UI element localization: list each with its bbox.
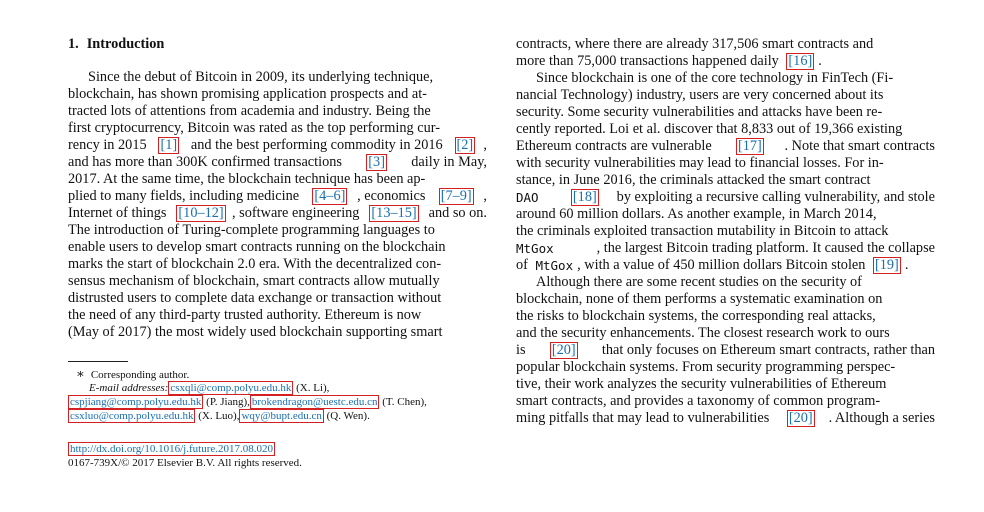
- text-line: [68, 69, 487, 86]
- text-line: [68, 120, 487, 137]
- text-line: [68, 222, 487, 239]
- text-line: [516, 325, 935, 342]
- text-segment: enable users to develop smart contracts running on the blockchain: [68, 239, 446, 255]
- email-owner: (P. Jiang),: [206, 396, 250, 408]
- code-term: DAO: [516, 190, 539, 205]
- issn-copyright: 0167-739X/© 2017 Elsevier B.V. All rights reserved.: [68, 457, 302, 469]
- text-line: [516, 189, 935, 206]
- text-line: [68, 103, 487, 120]
- email-link[interactable]: csxqli@comp.polyu.edu.hk: [170, 382, 292, 394]
- text-segment: Ethereum contracts are vulnerable: [516, 138, 716, 154]
- text-line: [516, 121, 935, 138]
- doi-link[interactable]: http://dx.doi.org/10.1016/j.future.2017.08.020: [70, 443, 273, 455]
- text-line: [68, 307, 487, 324]
- text-segment: and the best performing commodity in 2016: [187, 137, 447, 153]
- text-segment: Since the debut of Bitcoin in 2009, its underlying technique,: [88, 69, 434, 85]
- email-owner: (X. Luo),: [198, 410, 240, 422]
- citation-link[interactable]: [10–12]: [178, 205, 224, 221]
- text-line: [68, 154, 487, 171]
- text-segment: the criminals exploited transaction mutability in Bitcoin to attack: [516, 223, 889, 239]
- citation-link[interactable]: [3]: [368, 154, 385, 170]
- text-line: [516, 274, 935, 291]
- text-segment: security. Some security vulnerabilities and attacks have been re-: [516, 104, 883, 120]
- text-segment: of: [516, 257, 532, 273]
- text-segment: The introduction of Turing-complete programming languages to: [68, 222, 435, 238]
- text-segment: Although there are some recent studies on the security of: [536, 274, 862, 290]
- left-column: [68, 36, 487, 341]
- text-segment: rency in 2015: [68, 137, 151, 153]
- text-line: [516, 410, 935, 427]
- citation-link[interactable]: [18]: [572, 189, 597, 205]
- text-line: [68, 171, 487, 188]
- text-line: [516, 393, 935, 410]
- text-line: [516, 359, 935, 376]
- citation-link[interactable]: [2]: [456, 137, 474, 153]
- text-segment: stance, in June 2016, the criminals attacked the smart contract: [516, 172, 871, 188]
- email-link[interactable]: brokendragon@uestc.edu.cn: [251, 396, 378, 408]
- text-line: [516, 155, 935, 172]
- text-segment: . Although a series: [828, 410, 935, 426]
- citation-link[interactable]: [20]: [788, 410, 813, 426]
- text-line: [68, 290, 487, 307]
- text-segment: contracts, where there are already 317,506 smart contracts and: [516, 36, 874, 52]
- text-segment: (May of 2017) the most widely used blockchain supporting smart: [68, 324, 443, 340]
- citation-link[interactable]: [1]: [160, 137, 178, 153]
- text-segment: sensus mechanism of blockchain, smart contracts allow mutually: [68, 273, 440, 289]
- text-line: [68, 273, 487, 290]
- right-column: [516, 36, 935, 427]
- citation-link[interactable]: [13–15]: [371, 205, 417, 221]
- text-segment: , economics: [357, 188, 429, 204]
- text-line: [516, 257, 935, 274]
- text-line: [68, 324, 487, 341]
- text-line: [516, 206, 935, 223]
- text-segment: plied to many fields, including medicine: [68, 188, 303, 204]
- email-link[interactable]: csxluo@comp.polyu.edu.hk: [70, 410, 194, 422]
- text-line: [516, 240, 935, 257]
- text-segment: .: [904, 257, 909, 273]
- text-segment: first cryptocurrency, Bitcoin was rated as the top performing cur-: [68, 120, 440, 136]
- citation-link[interactable]: [19]: [874, 257, 899, 273]
- text-segment: smart contracts, and provides a taxonomy of common program-: [516, 393, 881, 409]
- text-segment: , with a value of 450 million dollars Bitcoin stolen: [577, 257, 869, 273]
- email-owner: (X. Li),: [296, 382, 330, 394]
- code-term: MtGox: [516, 241, 554, 256]
- text-segment: that only focuses on Ethereum smart contracts, rather than: [598, 342, 935, 358]
- text-segment: 2017. At the same time, the blockchain technique has been ap-: [68, 171, 426, 187]
- text-line: [68, 256, 487, 273]
- text-segment: around 60 million dollars. As another example, in March 2014,: [516, 206, 877, 222]
- section-number: 1.: [68, 36, 79, 52]
- email-link[interactable]: cspjiang@comp.polyu.edu.hk: [70, 396, 202, 408]
- citation-link[interactable]: [7–9]: [440, 188, 472, 204]
- text-segment: distrusted users to complete data exchange or transaction without: [68, 290, 442, 306]
- code-term: MtGox: [535, 258, 574, 273]
- text-segment: marks the start of blockchain 2.0 era. With the decentralized con-: [68, 256, 442, 272]
- citation-link[interactable]: [16]: [788, 53, 813, 69]
- text-segment: tracted lots of attentions from academia and industry. Being the: [68, 103, 431, 119]
- text-segment: ,: [483, 137, 487, 153]
- text-segment: , the largest Bitcoin trading platform. It caused the collapse: [596, 240, 935, 256]
- text-segment: ming pitfalls that may lead to vulnerabilities: [516, 410, 773, 426]
- section-title: Introduction: [86, 36, 165, 52]
- text-segment: blockchain, none of them performs a systematic examination on: [516, 291, 883, 307]
- text-line: [516, 308, 935, 325]
- text-segment: , software engineering: [232, 205, 364, 221]
- text-line: [516, 138, 935, 155]
- text-segment: .: [818, 53, 822, 69]
- left-paragraph: [68, 69, 487, 341]
- text-line: [516, 342, 935, 359]
- email-label: E-mail addresses:: [89, 382, 169, 394]
- text-segment: Internet of things: [68, 205, 171, 221]
- text-segment: by exploiting a recursive calling vulnerability, and stole: [613, 189, 935, 205]
- email-owner: (T. Chen),: [382, 396, 427, 408]
- text-segment: daily in May,: [407, 154, 487, 170]
- footnote-rule: [68, 361, 128, 362]
- text-line: [516, 53, 935, 70]
- text-line: [68, 239, 487, 256]
- text-line: [516, 291, 935, 308]
- text-line: [516, 104, 935, 121]
- text-segment: Since blockchain is one of the core technology in FinTech (Fi-: [536, 70, 894, 86]
- text-line: [516, 376, 935, 393]
- text-line: [68, 137, 487, 154]
- footnote-star: ∗: [76, 366, 85, 381]
- text-segment: nancial Technology) industry, users are very concerned about its: [516, 87, 884, 103]
- text-segment: more than 75,000 transactions happened daily: [516, 53, 783, 69]
- right-paragraphs: [516, 36, 935, 427]
- corresponding-author: Corresponding author.: [90, 369, 190, 381]
- text-segment: . Note that smart contracts: [784, 138, 935, 154]
- text-segment: with security vulnerabilities may lead to financial losses. For in-: [516, 155, 884, 171]
- text-segment: tive, their work analyzes the security vulnerabilities of Ethereum: [516, 376, 887, 392]
- text-segment: and the security enhancements. The closest research work to ours: [516, 325, 890, 341]
- text-line: [68, 188, 487, 205]
- text-line: [516, 172, 935, 189]
- text-segment: and has more than 300K confirmed transactions: [68, 154, 346, 170]
- citation-link[interactable]: [4–6]: [314, 188, 346, 204]
- footnote: [68, 367, 488, 423]
- text-line: [516, 87, 935, 104]
- text-line: [516, 36, 935, 53]
- text-segment: is: [516, 342, 530, 358]
- text-line: [68, 86, 487, 103]
- text-segment: and so on.: [425, 205, 487, 221]
- text-segment: the risks to blockchain systems, the corresponding real attacks,: [516, 308, 876, 324]
- citation-link[interactable]: [17]: [737, 138, 762, 154]
- text-line: [516, 223, 935, 240]
- citation-link[interactable]: [20]: [551, 342, 576, 358]
- text-segment: cently reported. Loi et al. discover that 8,833 out of 19,366 existing: [516, 121, 903, 137]
- text-line: [516, 70, 935, 87]
- text-segment: popular blockchain systems. From security programming perspec-: [516, 359, 896, 375]
- text-segment: [553, 189, 557, 206]
- text-segment: ,: [483, 188, 487, 204]
- email-owner: (Q. Wen).: [326, 410, 370, 422]
- text-line: [68, 205, 487, 222]
- text-segment: the need of any third-party trusted authority. Ethereum is now: [68, 307, 422, 323]
- email-link[interactable]: wqy@bupt.edu.cn: [241, 410, 322, 422]
- text-segment: blockchain, has shown promising application prospects and at-: [68, 86, 427, 102]
